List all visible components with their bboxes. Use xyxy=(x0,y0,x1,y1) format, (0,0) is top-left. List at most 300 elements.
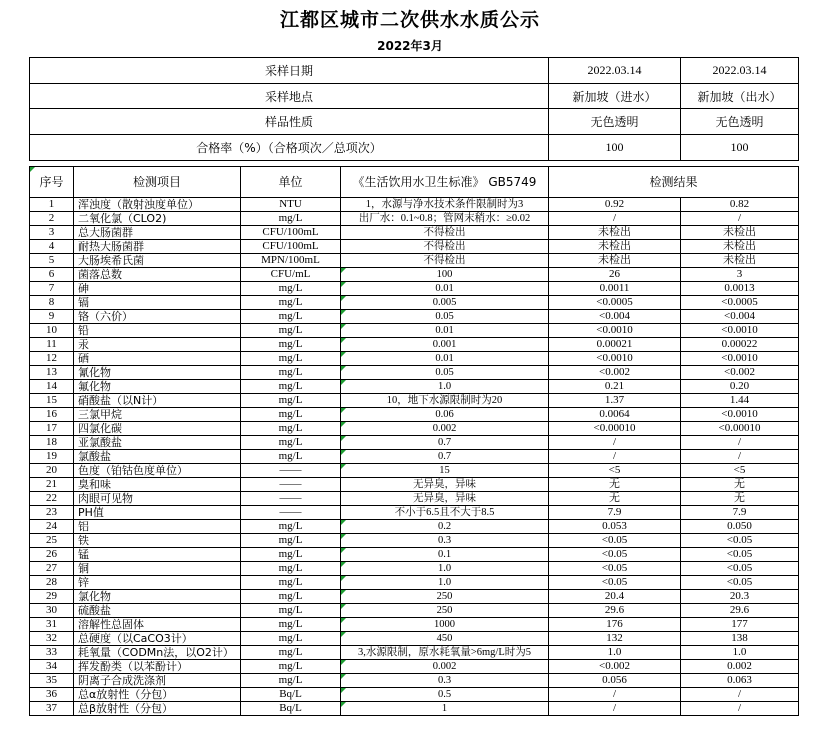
excel-flag-icon xyxy=(341,604,346,609)
result-outlet: 0.063 xyxy=(681,673,799,687)
table-row xyxy=(30,197,799,211)
result-inlet: / xyxy=(549,449,681,463)
table-row xyxy=(30,533,799,547)
summary-value-inlet: 新加坡（进水） xyxy=(549,83,681,109)
result-outlet: / xyxy=(681,435,799,449)
unit: mg/L xyxy=(241,421,341,435)
table-row xyxy=(30,379,799,393)
standard-limit: 100 xyxy=(341,267,549,281)
row-number: 31 xyxy=(30,617,74,631)
unit: mg/L xyxy=(241,561,341,575)
result-outlet: 7.9 xyxy=(681,505,799,519)
item-name: 氰化物 xyxy=(74,365,241,379)
unit: mg/L xyxy=(241,533,341,547)
standard-limit: 0.3 xyxy=(341,673,549,687)
unit: Bq/L xyxy=(241,687,341,701)
excel-flag-icon xyxy=(341,310,346,315)
item-name: 汞 xyxy=(74,337,241,351)
result-outlet: 无 xyxy=(681,477,799,491)
summary-value-outlet: 2022.03.14 xyxy=(681,58,799,84)
result-inlet: 1.37 xyxy=(549,393,681,407)
unit: —— xyxy=(241,463,341,477)
result-inlet: 0.21 xyxy=(549,379,681,393)
table-row xyxy=(30,421,799,435)
result-outlet: 未检出 xyxy=(681,253,799,267)
result-outlet: <0.0005 xyxy=(681,295,799,309)
col-header-no xyxy=(30,166,74,197)
table-row xyxy=(30,365,799,379)
result-inlet: <0.0010 xyxy=(549,351,681,365)
excel-flag-icon xyxy=(341,338,346,343)
result-outlet: 无 xyxy=(681,491,799,505)
result-inlet: / xyxy=(549,701,681,715)
standard-limit: 出厂水：0.1~0.8；管网末稍水：≥0.02 xyxy=(341,211,549,225)
unit: MPN/100mL xyxy=(241,253,341,267)
result-outlet: 0.002 xyxy=(681,659,799,673)
result-outlet: 138 xyxy=(681,631,799,645)
item-name: 砷 xyxy=(74,281,241,295)
result-inlet: <0.0010 xyxy=(549,323,681,337)
unit: mg/L xyxy=(241,407,341,421)
table-row xyxy=(30,519,799,533)
table-row xyxy=(30,575,799,589)
standard-limit: 0.002 xyxy=(341,659,549,673)
table-row xyxy=(30,659,799,673)
item-name: 三氯甲烷 xyxy=(74,407,241,421)
table-row xyxy=(30,589,799,603)
col-header-no-label: 序号 xyxy=(39,175,64,190)
summary-label: 合格率（%）（合格项次／总项次） xyxy=(30,135,549,161)
table-row xyxy=(30,309,799,323)
result-outlet: / xyxy=(681,687,799,701)
unit: CFU/100mL xyxy=(241,239,341,253)
excel-flag-icon xyxy=(341,282,346,287)
result-inlet: 26 xyxy=(549,267,681,281)
row-number: 35 xyxy=(30,673,74,687)
table-row xyxy=(30,211,799,225)
item-name: 二氧化氯（CLO2) xyxy=(74,211,241,225)
item-name: 硝酸盐（以N计） xyxy=(74,393,241,407)
standard-limit: 0.01 xyxy=(341,351,549,365)
unit: mg/L xyxy=(241,589,341,603)
result-inlet: / xyxy=(549,687,681,701)
row-number: 37 xyxy=(30,701,74,715)
item-name: 铅 xyxy=(74,323,241,337)
summary-value-outlet: 100 xyxy=(681,135,799,161)
row-number: 7 xyxy=(30,281,74,295)
result-inlet: / xyxy=(549,435,681,449)
standard-limit: 0.5 xyxy=(341,687,549,701)
item-name: 肉眼可见物 xyxy=(74,491,241,505)
result-inlet: <0.0005 xyxy=(549,295,681,309)
item-name: 耗氧量（CODMn法，以O2计） xyxy=(74,645,241,659)
excel-flag-icon xyxy=(341,366,346,371)
result-inlet: 0.0064 xyxy=(549,407,681,421)
table-row xyxy=(30,687,799,701)
item-name: 阴离子合成洗涤剂 xyxy=(74,673,241,687)
result-inlet: 0.92 xyxy=(549,197,681,211)
item-name: 浑浊度（散射浊度单位） xyxy=(74,197,241,211)
standard-limit: 1.0 xyxy=(341,561,549,575)
unit: mg/L xyxy=(241,281,341,295)
item-name: 总大肠菌群 xyxy=(74,225,241,239)
excel-flag-icon xyxy=(341,534,346,539)
row-number: 36 xyxy=(30,687,74,701)
excel-flag-icon xyxy=(341,576,346,581)
result-inlet: 7.9 xyxy=(549,505,681,519)
item-name: 溶解性总固体 xyxy=(74,617,241,631)
standard-limit: 无异臭，异味 xyxy=(341,491,549,505)
standard-limit: 250 xyxy=(341,603,549,617)
row-number: 8 xyxy=(30,295,74,309)
row-number: 3 xyxy=(30,225,74,239)
result-outlet: <0.0010 xyxy=(681,351,799,365)
result-inlet: <5 xyxy=(549,463,681,477)
item-name: 耐热大肠菌群 xyxy=(74,239,241,253)
standard-limit: 0.01 xyxy=(341,281,549,295)
unit: mg/L xyxy=(241,603,341,617)
excel-flag-icon xyxy=(341,380,346,385)
table-row xyxy=(30,449,799,463)
result-outlet: <0.00010 xyxy=(681,421,799,435)
excel-flag-icon xyxy=(30,167,35,172)
item-name: 色度（铂钴色度单位） xyxy=(74,463,241,477)
summary-value-inlet: 2022.03.14 xyxy=(549,58,681,84)
unit: mg/L xyxy=(241,449,341,463)
unit: mg/L xyxy=(241,365,341,379)
result-inlet: <0.05 xyxy=(549,547,681,561)
result-outlet: <0.002 xyxy=(681,365,799,379)
standard-limit: 450 xyxy=(341,631,549,645)
item-name: 四氯化碳 xyxy=(74,421,241,435)
standard-limit: 0.06 xyxy=(341,407,549,421)
item-name: 大肠埃希氏菌 xyxy=(74,253,241,267)
summary-value-inlet: 无色透明 xyxy=(549,109,681,135)
unit: mg/L xyxy=(241,645,341,659)
result-inlet: <0.05 xyxy=(549,575,681,589)
summary-label: 采样日期 xyxy=(30,58,549,84)
standard-limit: 10，地下水源限制时为20 xyxy=(341,393,549,407)
excel-flag-icon xyxy=(341,450,346,455)
item-name: 铜 xyxy=(74,561,241,575)
row-number: 26 xyxy=(30,547,74,561)
item-name: 硒 xyxy=(74,351,241,365)
result-outlet: 177 xyxy=(681,617,799,631)
result-outlet: 未检出 xyxy=(681,239,799,253)
row-number: 11 xyxy=(30,337,74,351)
standard-limit: 0.7 xyxy=(341,449,549,463)
unit: mg/L xyxy=(241,547,341,561)
excel-flag-icon xyxy=(341,562,346,567)
page-title: 江都区城市二次供水水质公示 xyxy=(279,9,540,31)
table-row xyxy=(30,701,799,715)
excel-flag-icon xyxy=(341,660,346,665)
unit: mg/L xyxy=(241,309,341,323)
result-inlet: 1.0 xyxy=(549,645,681,659)
standard-limit: 1.0 xyxy=(341,379,549,393)
col-header-unit: 单位 xyxy=(241,166,341,197)
unit: mg/L xyxy=(241,617,341,631)
result-outlet: <0.05 xyxy=(681,547,799,561)
standard-limit: 不得检出 xyxy=(341,225,549,239)
standard-limit: 250 xyxy=(341,589,549,603)
summary-value-outlet: 新加坡（出水） xyxy=(681,83,799,109)
item-name: 锰 xyxy=(74,547,241,561)
result-outlet: 1.44 xyxy=(681,393,799,407)
item-name: 硫酸盐 xyxy=(74,603,241,617)
unit: NTU xyxy=(241,197,341,211)
row-number: 15 xyxy=(30,393,74,407)
table-row xyxy=(30,491,799,505)
summary-value-inlet: 100 xyxy=(549,135,681,161)
summary-row xyxy=(30,83,799,109)
item-name: 臭和味 xyxy=(74,477,241,491)
standard-limit: 0.3 xyxy=(341,533,549,547)
table-row xyxy=(30,561,799,575)
result-inlet: / xyxy=(549,211,681,225)
result-outlet: 0.20 xyxy=(681,379,799,393)
item-name: 菌落总数 xyxy=(74,267,241,281)
result-outlet: / xyxy=(681,449,799,463)
excel-flag-icon xyxy=(341,590,346,595)
report-month: 2022年3月 xyxy=(377,39,443,53)
standard-limit: 0.05 xyxy=(341,365,549,379)
table-row xyxy=(30,631,799,645)
result-outlet: 0.00022 xyxy=(681,337,799,351)
item-name: 总β放射性（分包） xyxy=(74,701,241,715)
excel-flag-icon xyxy=(341,702,346,707)
standard-limit: 0.05 xyxy=(341,309,549,323)
result-outlet: <0.05 xyxy=(681,575,799,589)
table-row xyxy=(30,351,799,365)
row-number: 1 xyxy=(30,197,74,211)
standard-limit: 3,水源限制，原水耗氧量>6mg/L时为5 xyxy=(341,645,549,659)
result-outlet: 1.0 xyxy=(681,645,799,659)
row-number: 10 xyxy=(30,323,74,337)
unit: mg/L xyxy=(241,295,341,309)
row-number: 20 xyxy=(30,463,74,477)
table-row xyxy=(30,323,799,337)
table-row xyxy=(30,617,799,631)
table-row xyxy=(30,673,799,687)
summary-row xyxy=(30,135,799,161)
result-outlet: / xyxy=(681,211,799,225)
unit: mg/L xyxy=(241,393,341,407)
item-name: 亚氯酸盐 xyxy=(74,435,241,449)
excel-flag-icon xyxy=(341,296,346,301)
standard-limit: 0.01 xyxy=(341,323,549,337)
table-row xyxy=(30,337,799,351)
unit: mg/L xyxy=(241,631,341,645)
unit: mg/L xyxy=(241,659,341,673)
table-row xyxy=(30,253,799,267)
excel-flag-icon xyxy=(341,422,346,427)
table-row xyxy=(30,435,799,449)
main-table-header-row xyxy=(30,166,799,197)
row-number: 14 xyxy=(30,379,74,393)
summary-label: 采样地点 xyxy=(30,83,549,109)
result-outlet: 0.82 xyxy=(681,197,799,211)
item-name: 镉 xyxy=(74,295,241,309)
standard-limit: 1 xyxy=(341,701,549,715)
table-row xyxy=(30,645,799,659)
main-table xyxy=(29,166,799,716)
row-number: 2 xyxy=(30,211,74,225)
item-name: 氟化物 xyxy=(74,379,241,393)
standard-limit: 0.1 xyxy=(341,547,549,561)
item-name: 铝 xyxy=(74,519,241,533)
row-number: 29 xyxy=(30,589,74,603)
summary-value-outlet: 无色透明 xyxy=(681,109,799,135)
excel-flag-icon xyxy=(341,548,346,553)
result-outlet: <0.05 xyxy=(681,561,799,575)
result-inlet: <0.05 xyxy=(549,561,681,575)
row-number: 6 xyxy=(30,267,74,281)
excel-flag-icon xyxy=(341,674,346,679)
table-row xyxy=(30,505,799,519)
unit: —— xyxy=(241,477,341,491)
excel-flag-icon xyxy=(341,408,346,413)
row-number: 12 xyxy=(30,351,74,365)
summary-table-body xyxy=(30,58,799,161)
table-row xyxy=(30,407,799,421)
row-number: 22 xyxy=(30,491,74,505)
result-outlet: 20.3 xyxy=(681,589,799,603)
unit: —— xyxy=(241,505,341,519)
row-number: 25 xyxy=(30,533,74,547)
row-number: 27 xyxy=(30,561,74,575)
result-outlet: <0.004 xyxy=(681,309,799,323)
unit: mg/L xyxy=(241,435,341,449)
standard-limit: 不得检出 xyxy=(341,253,549,267)
standard-limit: 1.0 xyxy=(341,575,549,589)
result-inlet: 29.6 xyxy=(549,603,681,617)
standard-limit: 不小于6.5且不大于8.5 xyxy=(341,505,549,519)
standard-limit: 0.7 xyxy=(341,435,549,449)
col-header-result: 检测结果 xyxy=(549,166,799,197)
item-name: 铁 xyxy=(74,533,241,547)
excel-flag-icon xyxy=(341,352,346,357)
table-row xyxy=(30,225,799,239)
row-number: 28 xyxy=(30,575,74,589)
unit: CFU/100mL xyxy=(241,225,341,239)
result-inlet: 无 xyxy=(549,491,681,505)
table-row xyxy=(30,239,799,253)
row-number: 34 xyxy=(30,659,74,673)
row-number: 17 xyxy=(30,421,74,435)
result-outlet: <0.05 xyxy=(681,533,799,547)
row-number: 13 xyxy=(30,365,74,379)
col-header-standard: 《生活饮用水卫生标准》 GB5749 xyxy=(341,166,549,197)
result-outlet: <0.0010 xyxy=(681,323,799,337)
result-inlet: 0.0011 xyxy=(549,281,681,295)
result-inlet: <0.05 xyxy=(549,533,681,547)
standard-limit: 0.2 xyxy=(341,519,549,533)
unit: mg/L xyxy=(241,379,341,393)
table-row xyxy=(30,295,799,309)
summary-table xyxy=(29,57,799,161)
result-inlet: 未检出 xyxy=(549,253,681,267)
unit: —— xyxy=(241,491,341,505)
standard-limit: 1，水源与净水技术条件限制时为3 xyxy=(341,197,549,211)
item-name: 氯酸盐 xyxy=(74,449,241,463)
row-number: 19 xyxy=(30,449,74,463)
summary-label: 样品性质 xyxy=(30,109,549,135)
table-row xyxy=(30,603,799,617)
result-outlet: / xyxy=(681,701,799,715)
item-name: 氯化物 xyxy=(74,589,241,603)
row-number: 21 xyxy=(30,477,74,491)
standard-limit: 不得检出 xyxy=(341,239,549,253)
table-row xyxy=(30,463,799,477)
excel-flag-icon xyxy=(341,436,346,441)
main-table-body xyxy=(30,197,799,715)
result-outlet: 0.050 xyxy=(681,519,799,533)
row-number: 16 xyxy=(30,407,74,421)
result-inlet: 20.4 xyxy=(549,589,681,603)
result-inlet: <0.004 xyxy=(549,309,681,323)
row-number: 33 xyxy=(30,645,74,659)
standard-limit: 0.001 xyxy=(341,337,549,351)
unit: CFU/mL xyxy=(241,267,341,281)
result-inlet: <0.00010 xyxy=(549,421,681,435)
standard-limit: 0.002 xyxy=(341,421,549,435)
unit: mg/L xyxy=(241,337,341,351)
result-inlet: 未检出 xyxy=(549,225,681,239)
table-row xyxy=(30,393,799,407)
row-number: 24 xyxy=(30,519,74,533)
result-inlet: <0.002 xyxy=(549,365,681,379)
result-inlet: <0.002 xyxy=(549,659,681,673)
item-name: 铬（六价） xyxy=(74,309,241,323)
standard-limit: 0.005 xyxy=(341,295,549,309)
result-inlet: 0.053 xyxy=(549,519,681,533)
row-number: 30 xyxy=(30,603,74,617)
result-inlet: 176 xyxy=(549,617,681,631)
result-inlet: 0.056 xyxy=(549,673,681,687)
row-number: 23 xyxy=(30,505,74,519)
excel-flag-icon xyxy=(341,464,346,469)
unit: mg/L xyxy=(241,575,341,589)
excel-flag-icon xyxy=(341,268,346,273)
summary-row xyxy=(30,109,799,135)
excel-flag-icon xyxy=(341,688,346,693)
unit: mg/L xyxy=(241,351,341,365)
row-number: 18 xyxy=(30,435,74,449)
result-outlet: 未检出 xyxy=(681,225,799,239)
table-row xyxy=(30,267,799,281)
table-row xyxy=(30,281,799,295)
result-outlet: 29.6 xyxy=(681,603,799,617)
item-name: 锌 xyxy=(74,575,241,589)
result-inlet: 0.00021 xyxy=(549,337,681,351)
item-name: PH值 xyxy=(74,505,241,519)
excel-flag-icon xyxy=(341,520,346,525)
standard-limit: 1000 xyxy=(341,617,549,631)
unit: mg/L xyxy=(241,323,341,337)
unit: mg/L xyxy=(241,519,341,533)
row-number: 5 xyxy=(30,253,74,267)
item-name: 挥发酚类（以苯酚计） xyxy=(74,659,241,673)
row-number: 9 xyxy=(30,309,74,323)
summary-row xyxy=(30,58,799,84)
table-row xyxy=(30,547,799,561)
item-name: 总α放射性（分包） xyxy=(74,687,241,701)
result-outlet: 3 xyxy=(681,267,799,281)
col-header-item: 检测项目 xyxy=(74,166,241,197)
unit: mg/L xyxy=(241,673,341,687)
excel-flag-icon xyxy=(341,324,346,329)
